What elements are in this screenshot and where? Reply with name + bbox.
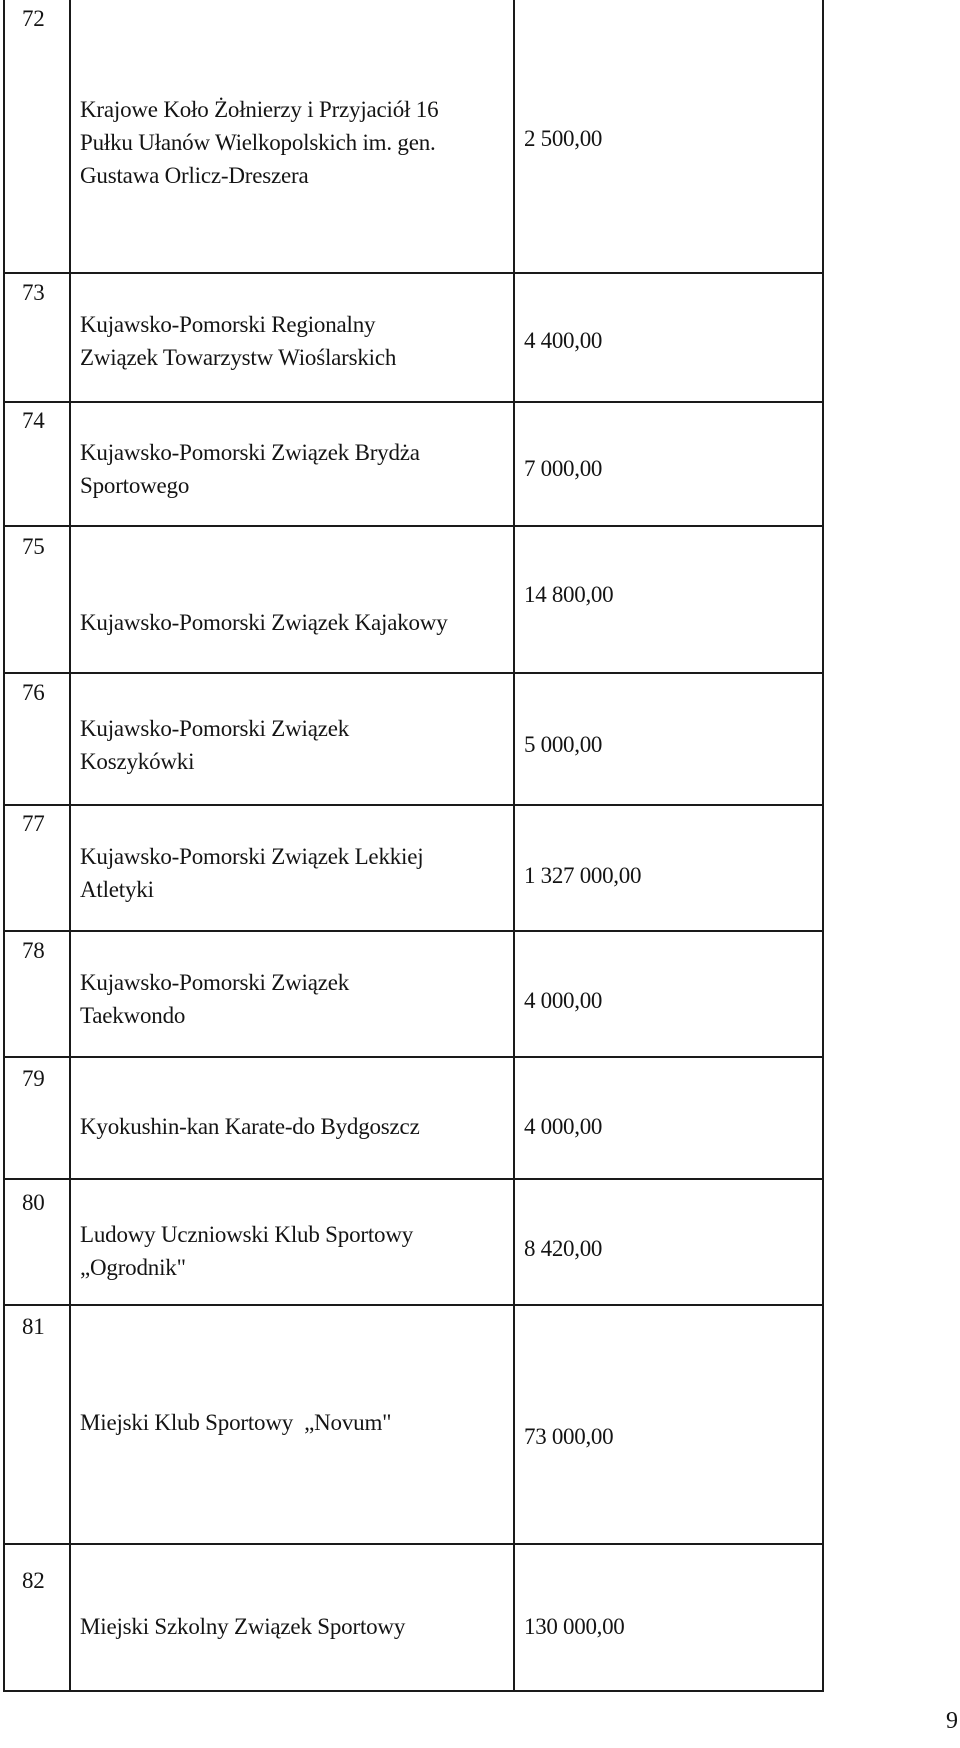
grant-amount: 73 000,00 (524, 1424, 614, 1449)
row-number: 78 (22, 938, 45, 963)
organization-name (80, 840, 510, 906)
organization-name (80, 606, 510, 639)
organization-name (80, 93, 510, 192)
organization-name (80, 1610, 510, 1643)
name-line: Atletyki (80, 877, 154, 902)
name-line: Miejski Klub Sportowy „Novum" (80, 1410, 392, 1435)
row-number: 73 (22, 280, 45, 305)
row-number: 74 (22, 408, 45, 433)
name-line: Ludowy Uczniowski Klub Sportowy (80, 1222, 414, 1247)
row-number: 75 (22, 534, 45, 559)
organization-name (80, 712, 510, 778)
name-line: Koszykówki (80, 749, 195, 774)
organization-name (80, 1110, 510, 1143)
row-number: 77 (22, 811, 45, 836)
grant-amount: 1 327 000,00 (524, 863, 642, 888)
row-divider (3, 1304, 822, 1306)
grant-amount: 4 000,00 (524, 1114, 603, 1139)
row-divider (3, 525, 822, 527)
organization-name (80, 966, 510, 1032)
grant-amount: 8 420,00 (524, 1236, 603, 1261)
grant-amount: 4 000,00 (524, 988, 603, 1013)
row-divider (3, 672, 822, 674)
name-line: Taekwondo (80, 1003, 186, 1028)
table-border-bottom (3, 1690, 822, 1692)
organization-name (80, 1406, 510, 1439)
table-border-left (3, 0, 5, 1692)
organization-name (80, 436, 510, 502)
organization-name (80, 308, 510, 374)
name-line: Krajowe Koło Żołnierzy i Przyjaciół 16 (80, 97, 439, 122)
row-divider (3, 1543, 822, 1545)
grant-amount: 14 800,00 (524, 582, 614, 607)
row-number: 82 (22, 1568, 45, 1593)
name-line: Kujawsko-Pomorski Związek (80, 970, 350, 995)
grant-amount: 7 000,00 (524, 456, 603, 481)
name-line: Kujawsko-Pomorski Związek Lekkiej (80, 844, 424, 869)
row-divider (3, 930, 822, 932)
row-number: 76 (22, 680, 45, 705)
table-column-divider-2 (513, 0, 515, 1692)
name-line: Gustawa Orlicz-Dreszera (80, 163, 309, 188)
row-divider (3, 1056, 822, 1058)
name-line: Związek Towarzystw Wioślarskich (80, 345, 397, 370)
grant-amount: 2 500,00 (524, 126, 603, 151)
grant-amount: 4 400,00 (524, 328, 603, 353)
row-number: 72 (22, 6, 45, 31)
row-divider (3, 401, 822, 403)
name-line: Kujawsko-Pomorski Regionalny (80, 312, 376, 337)
page-number: 9 (946, 1708, 958, 1734)
name-line: Kujawsko-Pomorski Związek Kajakowy (80, 610, 448, 635)
grant-amount: 5 000,00 (524, 732, 603, 757)
name-line: Sportowego (80, 473, 190, 498)
name-line: Kujawsko-Pomorski Związek (80, 716, 350, 741)
row-number: 79 (22, 1066, 45, 1091)
table-column-divider-1 (69, 0, 71, 1692)
name-line: Miejski Szkolny Związek Sportowy (80, 1614, 406, 1639)
grant-amount: 130 000,00 (524, 1614, 625, 1639)
table-border-right (822, 0, 824, 1692)
name-line: Kyokushin-kan Karate-do Bydgoszcz (80, 1114, 420, 1139)
name-line: „Ogrodnik" (80, 1255, 186, 1280)
name-line: Kujawsko-Pomorski Związek Brydża (80, 440, 420, 465)
row-number: 80 (22, 1190, 45, 1215)
row-divider (3, 1178, 822, 1180)
row-number: 81 (22, 1314, 45, 1339)
row-divider (3, 804, 822, 806)
organization-name (80, 1218, 510, 1284)
row-divider (3, 272, 822, 274)
name-line: Pułku Ułanów Wielkopolskich im. gen. (80, 130, 436, 155)
